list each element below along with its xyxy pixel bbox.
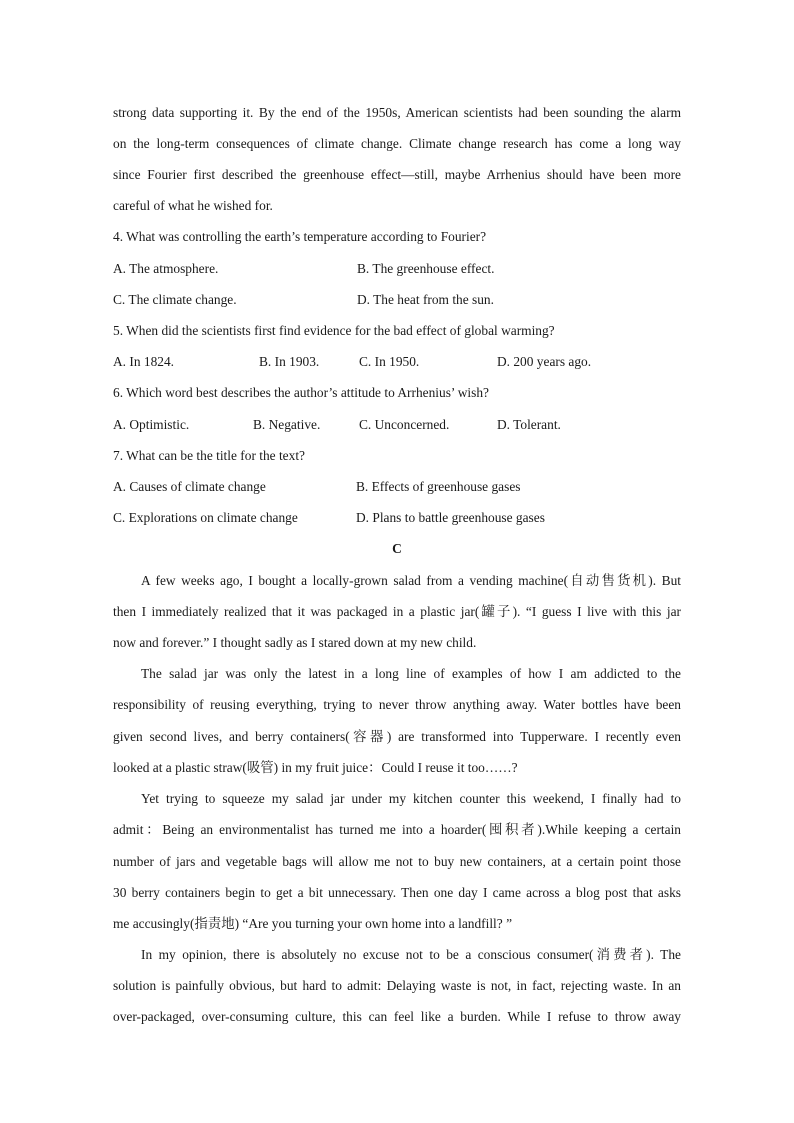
answer-option: D. The heat from the sun. — [357, 292, 494, 307]
passage-line: solution is painfully obvious, but hard to admit: Delaying waste is not, in fact, rejecting waste. In an — [113, 978, 681, 993]
passage-line: since Fourier first described the greenhouse effect—still, maybe Arrhenius should have been more — [113, 167, 681, 182]
passage-line: now and forever.” I thought sadly as I stared down at my new child. — [113, 635, 477, 650]
answer-option: B. The greenhouse effect. — [357, 261, 495, 276]
passage-line: on the long-term consequences of climate change. Climate change research has come a long way — [113, 136, 681, 151]
answer-option: C. The climate change. — [113, 292, 237, 307]
answer-option: B. In 1903. — [259, 354, 320, 369]
passage-line: looked at a plastic straw(吸管) in my fruit juice：Could I reuse it too……? — [113, 760, 518, 775]
passage-line: A few weeks ago, I bought a locally-grown salad from a vending machine(自动售货机). But — [141, 573, 681, 588]
answer-option: D. Tolerant. — [497, 417, 561, 432]
question-stem: 4. What was controlling the earth’s temperature according to Fourier? — [113, 229, 487, 244]
passage-line: The salad jar was only the latest in a long line of examples of how I am addicted to the — [141, 666, 681, 681]
passage-line: number of jars and vegetable bags will allow me not to buy new containers, at a certain point those — [113, 854, 681, 869]
answer-option: A. In 1824. — [113, 354, 174, 369]
passage-line: In my opinion, there is absolutely no excuse not to be a conscious consumer(消费者). The — [141, 947, 681, 962]
answer-option: C. Unconcerned. — [359, 417, 450, 432]
answer-option: A. Optimistic. — [113, 417, 190, 432]
question-stem: 7. What can be the title for the text? — [113, 448, 305, 463]
answer-option: C. Explorations on climate change — [113, 510, 298, 525]
passage-line: strong data supporting it. By the end of the 1950s, American scientists had been sounding the alarm — [113, 105, 681, 120]
passage-line: over-packaged, over-consuming culture, this can feel like a burden. While I refuse to throw away — [113, 1009, 681, 1024]
question-stem: 5. When did the scientists first find evidence for the bad effect of global warming? — [113, 323, 555, 338]
answer-option: A. The atmosphere. — [113, 261, 219, 276]
question-stem: 6. Which word best describes the author’s attitude to Arrhenius’ wish? — [113, 385, 489, 400]
passage-line: Yet trying to squeeze my salad jar under my kitchen counter this weekend, I finally had to — [141, 791, 681, 806]
answer-option: D. Plans to battle greenhouse gases — [356, 510, 545, 525]
passage-line: admit：Being an environmentalist has turned me into a hoarder(囤积者).While keeping a certain — [113, 822, 681, 837]
passage-line: responsibility of reusing everything, trying to never throw anything away. Water bottles have been — [113, 697, 681, 712]
passage-line: me accusingly(指责地) “Are you turning your own home into a landfill? ” — [113, 916, 513, 931]
passage-line: given second lives, and berry containers(容器) are transformed into Tupperware. I recently even — [113, 729, 681, 744]
passage-line: then I immediately realized that it was packaged in a plastic jar(罐子). “I guess I live with this jar — [113, 604, 681, 619]
answer-option: B. Negative. — [253, 417, 321, 432]
answer-option: D. 200 years ago. — [497, 354, 592, 369]
answer-option: C. In 1950. — [359, 354, 420, 369]
answer-option: B. Effects of greenhouse gases — [356, 479, 521, 494]
passage-line: careful of what he wished for. — [113, 198, 273, 213]
section-heading: C — [392, 541, 402, 556]
passage-line: 30 berry containers begin to get a bit unnecessary. Then one day I came across a blog post that asks — [113, 885, 681, 900]
answer-option: A. Causes of climate change — [113, 479, 266, 494]
